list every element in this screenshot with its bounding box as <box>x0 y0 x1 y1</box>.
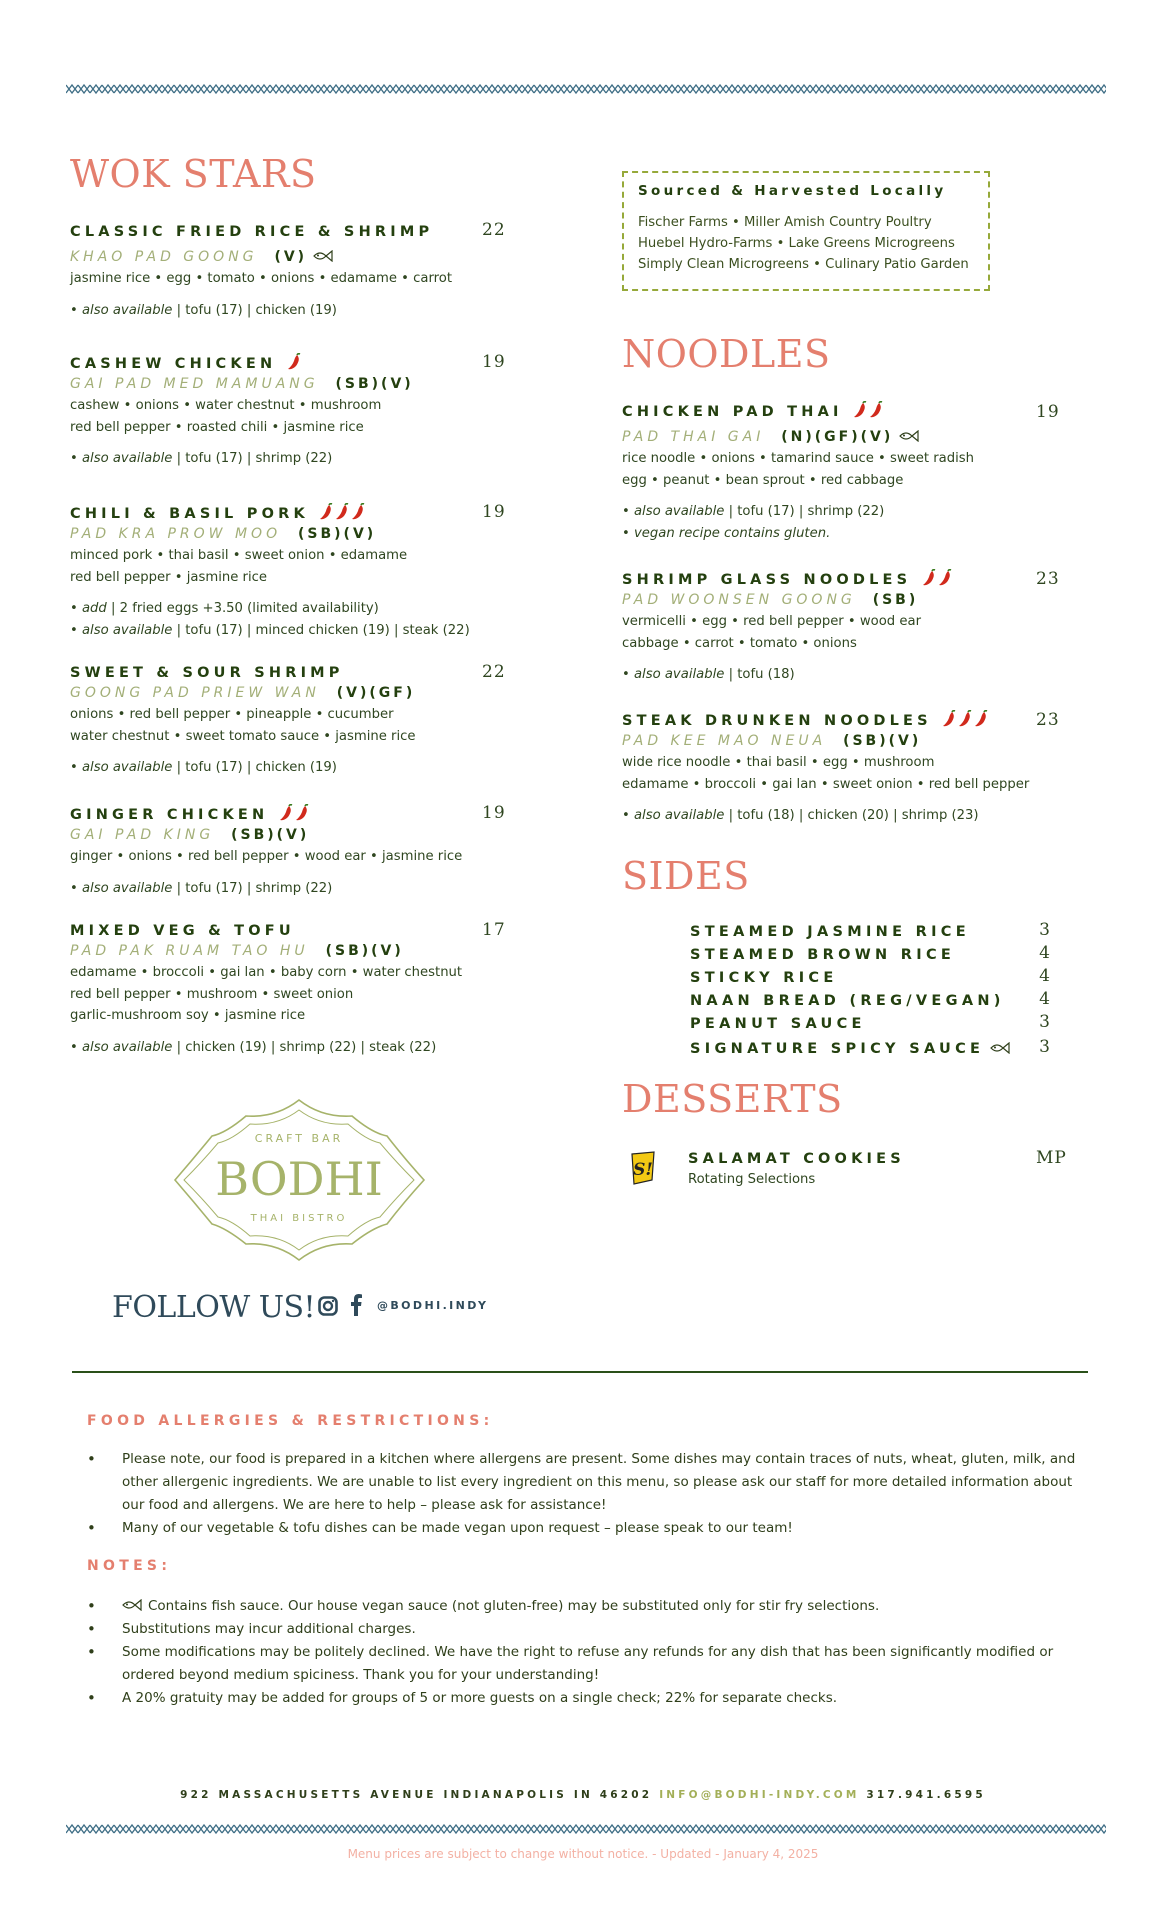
item-thai-name: PAD THAI GAI (N)(GF)(V) <box>622 427 1042 448</box>
item-note: • add | 2 fried eggs +3.50 (limited availability) <box>70 601 379 616</box>
sourced-locally-title: Sourced & Harvested Locally <box>638 183 947 199</box>
chili-pepper-icon <box>938 569 953 586</box>
follow-us-heading: FOLLOW US! <box>112 1290 316 1325</box>
item-description: rice noodle • onions • tamarind sauce • sweet radish <box>622 451 975 466</box>
item-description: Rotating Selections <box>688 1172 816 1187</box>
chili-pepper-icon <box>853 401 868 418</box>
item-tags: (V)(GF) <box>336 685 416 701</box>
side-item: STEAMED JASMINE RICE 3 <box>690 920 1050 940</box>
chili-pepper-icon <box>974 710 989 727</box>
item-name: CHILI & BASIL PORK <box>70 506 309 522</box>
svg-text:S!: S! <box>633 1160 653 1180</box>
item-name: CASHEW CHICKEN <box>70 356 277 372</box>
price-disclaimer: Menu prices are subject to change without notice. - Updated - January 4, 2025 <box>347 1847 819 1861</box>
item-thai-name: KHAO PAD GOONG (V) <box>70 247 510 268</box>
instagram-icon[interactable] <box>318 1296 338 1316</box>
local-supplier-line: Simply Clean Microgreens • Culinary Patio Garden <box>638 257 969 272</box>
local-supplier-line: Fischer Farms • Miller Amish Country Poultry <box>638 215 932 230</box>
chili-pepper-icon <box>335 503 350 520</box>
item-thai-name: GAI PAD MED MAMUANG (SB)(V) <box>70 376 414 392</box>
menu-item-chicken-pad-thai <box>622 401 1042 544</box>
item-note: • also available | tofu (17) | shrimp (22) <box>70 880 333 896</box>
item-tags: (SB)(V) <box>231 827 310 843</box>
menu-item-cashew-chicken <box>70 353 510 470</box>
side-item: STICKY RICE 4 <box>690 966 1050 986</box>
item-tags: (SB)(V) <box>325 943 404 959</box>
top-border-pattern <box>66 82 1106 96</box>
item-price: 17 <box>482 920 506 940</box>
list-item: • Please note, our food is prepared in a kitchen where allergens are present. Some dishes may contain traces of nuts, wheat, gluten, milk, and other allergenic ingredients. We are unable to list every ingredient on this menu, so please ask our staff for more detailed information about our food and allergens. We are here to help – please ask for assistance! <box>87 1448 1077 1517</box>
item-name: CHICKEN PAD THAI <box>622 404 843 420</box>
item-note: • also available | chicken (19) | shrimp (22) | steak (22) <box>70 1039 437 1055</box>
chili-pepper-icon <box>351 503 366 520</box>
salamat-logo <box>628 1150 658 1186</box>
item-name: MIXED VEG & TOFU <box>70 923 295 939</box>
item-tags: (V) <box>274 249 308 265</box>
item-description: red bell pepper • jasmine rice <box>70 569 267 585</box>
item-description: red bell pepper • roasted chili • jasmine rice <box>70 419 364 435</box>
item-tags: (N)(GF)(V) <box>781 429 894 445</box>
item-name: CLASSIC FRIED RICE & SHRIMP <box>70 224 434 240</box>
side-price: 4 <box>1039 989 1050 1009</box>
item-description: wide rice noodle • thai basil • egg • mushroom <box>622 755 935 770</box>
list-item: • Some modifications may be politely declined. We have the right to refuse any refunds for any dish that has been significantly modified or ordered beyond medium spiciness. Thank you for your understanding! <box>87 1641 1077 1687</box>
item-price: 22 <box>482 662 506 682</box>
chili-pepper-icon <box>279 804 294 821</box>
allergies-heading: FOOD ALLERGIES & RESTRICTIONS: <box>87 1413 494 1429</box>
item-price: 23 <box>1036 710 1060 730</box>
item-name: SWEET & SOUR SHRIMP <box>70 665 344 681</box>
footer-contact <box>0 1789 1166 1801</box>
item-thai-name: PAD WOONSEN GOONG (SB) <box>622 592 919 608</box>
list-item: • Substitutions may incur additional charges. <box>87 1618 1077 1641</box>
item-description: egg • peanut • bean sprout • red cabbage <box>622 472 904 488</box>
item-description: jasmine rice • egg • tomato • onions • edamame • carrot <box>70 271 453 286</box>
chili-pepper-icon <box>942 710 957 727</box>
chili-pepper-icon <box>958 710 973 727</box>
list-item: • Many of our vegetable & tofu dishes can be made vegan upon request – please speak to our team! <box>87 1517 1077 1540</box>
item-note: • also available | tofu (17) | chicken (19) <box>70 302 337 318</box>
side-price: 4 <box>1039 966 1050 986</box>
item-description: cabbage • carrot • tomato • onions <box>622 635 857 651</box>
item-description: minced pork • thai basil • sweet onion • edamame <box>70 548 408 563</box>
item-thai-name: PAD KRA PROW MOO (SB)(V) <box>70 526 377 542</box>
item-note: • also available | tofu (17) | chicken (19) <box>70 760 337 775</box>
item-name: SALAMAT COOKIES <box>688 1151 905 1167</box>
item-thai-name: GOONG PAD PRIEW WAN (V)(GF) <box>70 685 416 701</box>
notes-list <box>87 1595 1077 1710</box>
item-description: edamame • broccoli • gai lan • sweet onion • red bell pepper <box>622 776 1030 792</box>
item-description: ginger • onions • red bell pepper • wood ear • jasmine rice <box>70 849 463 864</box>
side-price: 4 <box>1039 943 1050 963</box>
item-note: • also available | tofu (17) | minced chicken (19) | steak (22) <box>70 622 470 638</box>
chili-pepper-icon <box>922 569 937 586</box>
menu-item-sweet-sour-shrimp <box>70 663 510 779</box>
item-price: MP <box>1036 1148 1067 1168</box>
logo-main-text: BODHI <box>215 1152 383 1206</box>
fish-sauce-icon <box>313 250 333 262</box>
sourced-locally-box <box>622 171 990 291</box>
item-thai-name: PAD PAK RUAM TAO HU (SB)(V) <box>70 943 404 959</box>
item-price: 19 <box>482 803 506 823</box>
item-note: • also available | tofu (18) <box>622 667 795 682</box>
section-divider <box>72 1371 1088 1373</box>
fish-sauce-icon <box>990 1042 1010 1054</box>
chili-pepper-icon <box>295 804 310 821</box>
chili-pepper-icon <box>869 401 884 418</box>
side-item: SIGNATURE SPICY SAUCE 3 <box>690 1037 1050 1057</box>
menu-item-shrimp-glass-noodles <box>622 569 1042 686</box>
item-tags: (SB)(V) <box>298 526 377 542</box>
side-item: NAAN BREAD (REG/VEGAN) 4 <box>690 989 1050 1009</box>
phone[interactable]: 317.941.6595 <box>866 1789 986 1801</box>
wok-stars-title: WOK STARS <box>70 152 317 196</box>
chili-pepper-icon <box>287 353 302 370</box>
dessert-item <box>688 1149 1038 1190</box>
item-name: GINGER CHICKEN <box>70 807 269 823</box>
item-note: • also available | tofu (17) | shrimp (22) <box>622 504 885 519</box>
list-item: • A 20% gratuity may be added for groups of 5 or more guests on a single check; 22% for separate checks. <box>87 1687 1077 1710</box>
sides-title: SIDES <box>622 854 750 898</box>
item-note: • also available | tofu (17) | shrimp (22) <box>70 451 333 466</box>
item-description: red bell pepper • mushroom • sweet onion <box>70 986 354 1002</box>
logo-bottom-text: THAI BISTRO <box>250 1213 348 1224</box>
item-thai-name: PAD KEE MAO NEUA (SB)(V) <box>622 733 922 749</box>
menu-item-ginger-chicken <box>70 804 510 899</box>
item-name: STEAK DRUNKEN NOODLES <box>622 713 932 729</box>
chili-pepper-icon <box>319 503 334 520</box>
side-price: 3 <box>1039 920 1050 940</box>
item-tags: (SB) <box>872 592 919 608</box>
item-description: cashew • onions • water chestnut • mushroom <box>70 398 382 413</box>
social-handle[interactable]: @BODHI.INDY <box>377 1299 489 1312</box>
allergies-list <box>87 1448 1077 1540</box>
menu-item-chili-basil-pork <box>70 503 530 641</box>
email-link[interactable]: INFO@BODHI-INDY.COM <box>659 1789 860 1801</box>
local-supplier-line: Huebel Hydro-Farms • Lake Greens Microgreens <box>638 236 955 251</box>
item-description: garlic-mushroom soy • jasmine rice <box>70 1008 306 1023</box>
item-thai-name: GAI PAD KING (SB)(V) <box>70 827 310 843</box>
address: 922 MASSACHUSETTS AVENUE INDIANAPOLIS IN 46202 <box>180 1789 653 1801</box>
facebook-icon[interactable] <box>350 1294 362 1316</box>
item-description: water chestnut • sweet tomato sauce • jasmine rice <box>70 728 416 744</box>
item-name: SHRIMP GLASS NOODLES <box>622 572 912 588</box>
fish-sauce-icon <box>899 430 919 442</box>
item-price: 19 <box>482 352 506 372</box>
menu-item-steak-drunken-noodles <box>622 710 1052 827</box>
side-item: PEANUT SAUCE 3 <box>690 1012 1050 1032</box>
noodles-title: NOODLES <box>622 332 831 376</box>
bodhi-logo <box>172 1098 427 1263</box>
item-tags: (SB)(V) <box>843 733 922 749</box>
item-price: 22 <box>482 220 506 240</box>
item-price: 23 <box>1036 569 1060 589</box>
item-description: onions • red bell pepper • pineapple • cucumber <box>70 707 394 722</box>
menu-item-fried-rice <box>70 222 510 321</box>
fish-sauce-icon <box>122 1599 142 1611</box>
side-item: STEAMED BROWN RICE 4 <box>690 943 1050 963</box>
item-note: • also available | tofu (18) | chicken (20) | shrimp (23) <box>622 808 979 823</box>
bottom-border-pattern <box>66 1822 1106 1836</box>
item-price: 19 <box>482 502 506 522</box>
notes-heading: NOTES: <box>87 1558 172 1574</box>
side-price: 3 <box>1039 1037 1050 1057</box>
item-tags: (SB)(V) <box>335 376 414 392</box>
item-description: vermicelli • egg • red bell pepper • wood ear <box>622 614 921 629</box>
item-price: 19 <box>1036 402 1060 422</box>
desserts-title: DESSERTS <box>622 1077 843 1121</box>
list-item: • Contains fish sauce. Our house vegan sauce (not gluten-free) may be substituted only for stir fry selections. <box>87 1595 1077 1618</box>
item-note: • vegan recipe contains gluten. <box>622 525 831 541</box>
item-description: edamame • broccoli • gai lan • baby corn • water chestnut <box>70 965 463 980</box>
side-price: 3 <box>1039 1012 1050 1032</box>
menu-item-mixed-veg-tofu <box>70 921 530 1058</box>
logo-top-text: CRAFT BAR <box>254 1132 344 1145</box>
